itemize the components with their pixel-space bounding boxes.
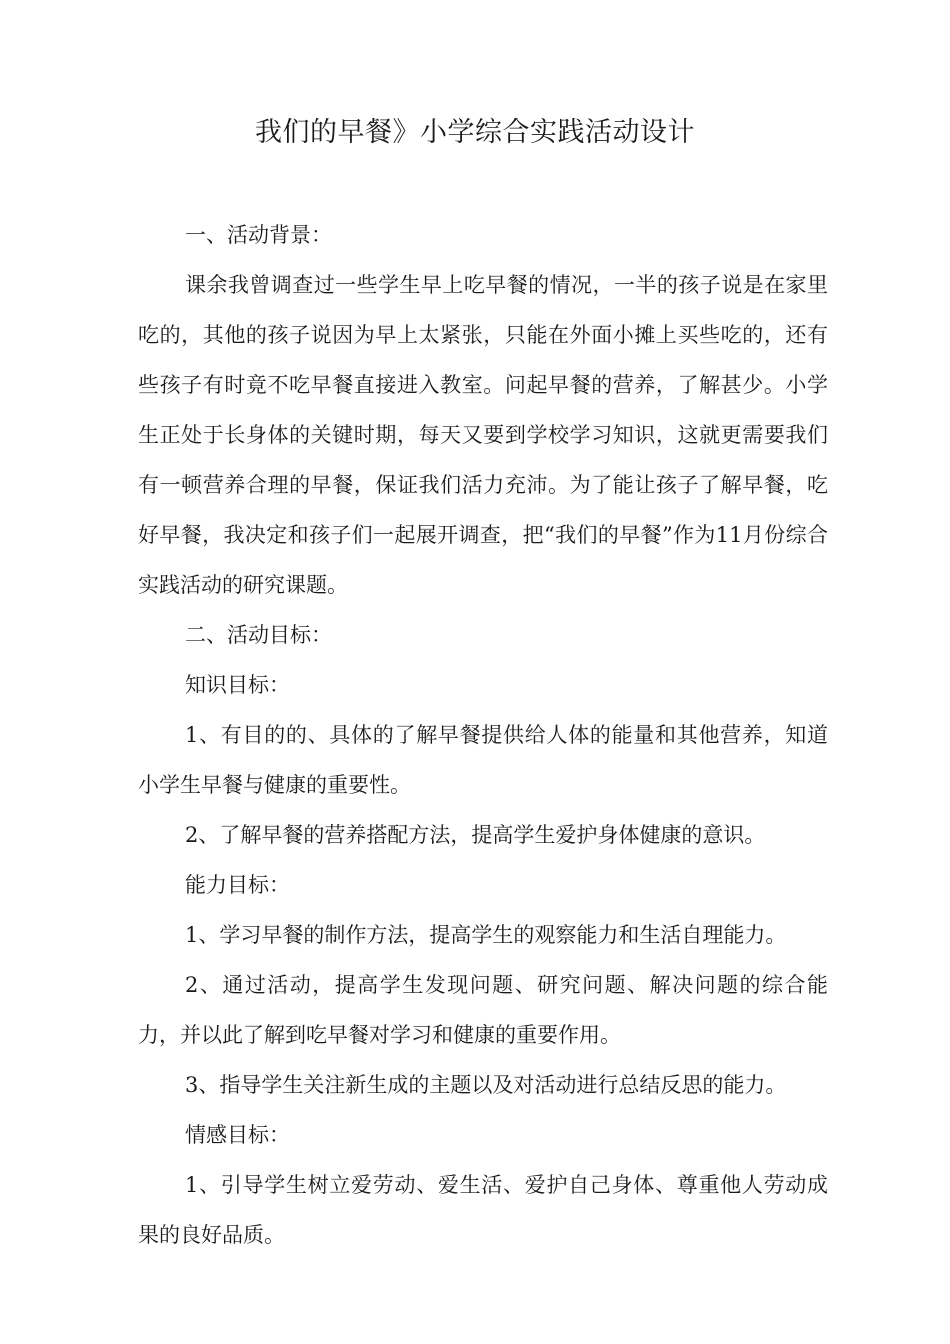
ability-goal-2: 2、通过活动，提高学生发现问题、研究问题、解决问题的综合能力，并以此了解到吃早餐对学习和健康的重要作用。 (138, 973, 828, 1047)
ability-goals-heading: 能力目标： (185, 873, 290, 897)
goals-heading: 二、活动目标： (185, 623, 332, 647)
emotion-goal-1: 1、引导学生树立爱劳动、爱生活、爱护自己身体、尊重他人劳动成果的良好品质。 (138, 1173, 828, 1247)
background-paragraph: 课余我曾调查过一些学生早上吃早餐的情况，一半的孩子说是在家里吃的，其他的孩子说因为早上太紧张，只能在外面小摊上买些吃的，还有些孩子有时竟不吃早餐直接进入教室。问起早餐的营养，了解甚少。小学生正处于长身体的关键时期，每天又要到学校学习知识，这就更需要我们有一顿营养合理的早餐，保证我们活力充沛。为了能让孩子了解早餐，吃好早餐，我决定和孩子们一起展开调查，把“我们的早餐”作为11月份综合实践活动的研究课题。 (138, 273, 828, 597)
knowledge-goal-1: 1、有目的的、具体的了解早餐提供给人体的能量和其他营养，知道小学生早餐与健康的重要性。 (138, 723, 828, 797)
ability-goal-1: 1、学习早餐的制作方法，提高学生的观察能力和生活自理能力。 (185, 923, 787, 947)
knowledge-goal-2: 2、了解早餐的营养搭配方法，提高学生爱护身体健康的意识。 (185, 823, 766, 847)
document-body (138, 210, 828, 1260)
emotion-goals-heading: 情感目标： (185, 1123, 290, 1147)
ability-goal-3: 3、指导学生关注新生成的主题以及对活动进行总结反思的能力。 (185, 1073, 787, 1097)
knowledge-goals-heading: 知识目标： (185, 673, 290, 697)
background-heading: 一、活动背景： (185, 223, 332, 247)
document-title: 我们的早餐》小学综合实践活动设计 (255, 117, 695, 148)
